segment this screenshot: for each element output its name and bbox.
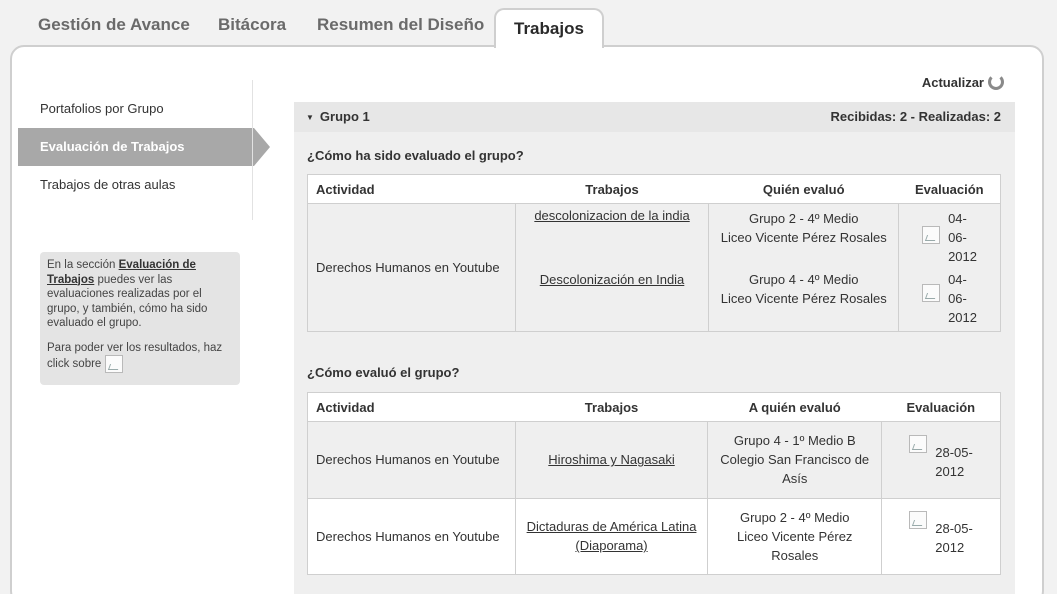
sidebar-item-otras-aulas[interactable]: Trabajos de otras aulas — [40, 177, 176, 192]
eval-date: 04- 06- 2012 — [948, 211, 977, 264]
help-link[interactable]: Evaluación de Trabajos — [47, 259, 196, 286]
refresh-label: Actualizar — [921, 74, 984, 90]
help-second: Para poder ver los resultados, haz click sobre — [47, 341, 223, 371]
evaluated-line: Colegio San Francisco de — [720, 452, 870, 468]
evaluator-line: Grupo 4 - 4º Medio — [748, 272, 859, 287]
evaluator-line: Grupo 2 - 4º Medio — [748, 211, 859, 226]
evaluation-image-icon[interactable] — [922, 284, 940, 302]
evaluation-image-icon[interactable] — [909, 435, 927, 453]
tab-gestion-de-avance[interactable]: Gestión de Avance — [38, 15, 190, 34]
received-title: ¿Cómo ha sido evaluado el grupo? — [307, 148, 524, 163]
refresh-icon — [988, 74, 1004, 90]
work-link[interactable]: Descolonización en India — [539, 272, 685, 287]
evaluated-line: Asís — [782, 471, 808, 487]
group-section — [294, 102, 1015, 594]
group-header[interactable] — [294, 102, 1015, 132]
eval-date: 28-05- 2012 — [935, 444, 973, 479]
top-tabs — [20, 8, 1040, 47]
col-trabajos: Trabajos — [515, 175, 709, 204]
evaluated-line: Liceo Vicente Pérez — [737, 528, 853, 544]
group-stats: Recibidas: 2 - Realizadas: 2 — [830, 109, 1001, 124]
table-row — [308, 422, 1001, 498]
col-actividad: Actividad — [308, 393, 516, 422]
col-quien: Quién evaluó — [709, 175, 899, 204]
table-row — [308, 498, 1001, 574]
sidebar-item-evaluacion[interactable]: Evaluación de Trabajos — [18, 128, 254, 166]
sidebar — [18, 90, 270, 204]
group-title: Grupo 1 — [319, 109, 370, 124]
col-actividad: Actividad — [308, 175, 516, 204]
given-table — [307, 392, 1001, 575]
given-title: ¿Cómo evaluó el grupo? — [307, 365, 460, 380]
eval-date: 04- 06- 2012 — [948, 272, 977, 325]
help-box — [40, 252, 240, 385]
work-link[interactable]: descolonizacion de la india — [534, 208, 690, 223]
evaluator-line: Liceo Vicente Pérez Rosales — [720, 291, 887, 306]
received-table — [307, 174, 1001, 332]
evaluation-image-icon[interactable] — [922, 226, 940, 244]
evaluated-line: Grupo 2 - 4º Medio — [739, 509, 850, 525]
evaluated-line: Rosales — [771, 547, 819, 563]
evaluator-line: Liceo Vicente Pérez Rosales — [720, 230, 887, 245]
broken-image-icon — [105, 355, 123, 373]
work-link[interactable]: Hiroshima y Nagasaki — [548, 452, 675, 468]
refresh-button[interactable] — [922, 74, 1004, 90]
caret-down-icon: ▼ — [306, 112, 314, 122]
tab-trabajos[interactable]: Trabajos — [494, 8, 604, 48]
received-activity: Derechos Humanos en Youtube — [308, 204, 516, 332]
tab-bitacora[interactable]: Bitácora — [218, 15, 287, 34]
sidebar-divider — [252, 80, 253, 220]
given-activity: Derechos Humanos en Youtube — [308, 498, 516, 574]
col-evaluacion: Evaluación — [882, 393, 1001, 422]
help-prefix: En la sección — [47, 259, 119, 271]
col-a-quien: A quién evaluó — [708, 393, 882, 422]
sidebar-item-portafolios[interactable]: Portafolios por Grupo — [40, 101, 164, 116]
evaluated-line: Grupo 4 - 1º Medio B — [733, 433, 856, 449]
help-suffix: puedes ver las evaluaciones realizadas por el grupo, y también, cómo ha sido evaluado el grupo. — [47, 273, 208, 329]
evaluation-image-icon[interactable] — [909, 511, 927, 529]
tab-resumen-del-diseno[interactable]: Resumen del Diseño — [317, 15, 485, 34]
work-link[interactable]: Dictaduras de América Latina (Diaporama) — [526, 519, 697, 554]
given-activity: Derechos Humanos en Youtube — [308, 422, 516, 498]
col-trabajos: Trabajos — [515, 393, 708, 422]
col-evaluacion: Evaluación — [899, 175, 1001, 204]
eval-date: 28-05- 2012 — [935, 521, 973, 556]
